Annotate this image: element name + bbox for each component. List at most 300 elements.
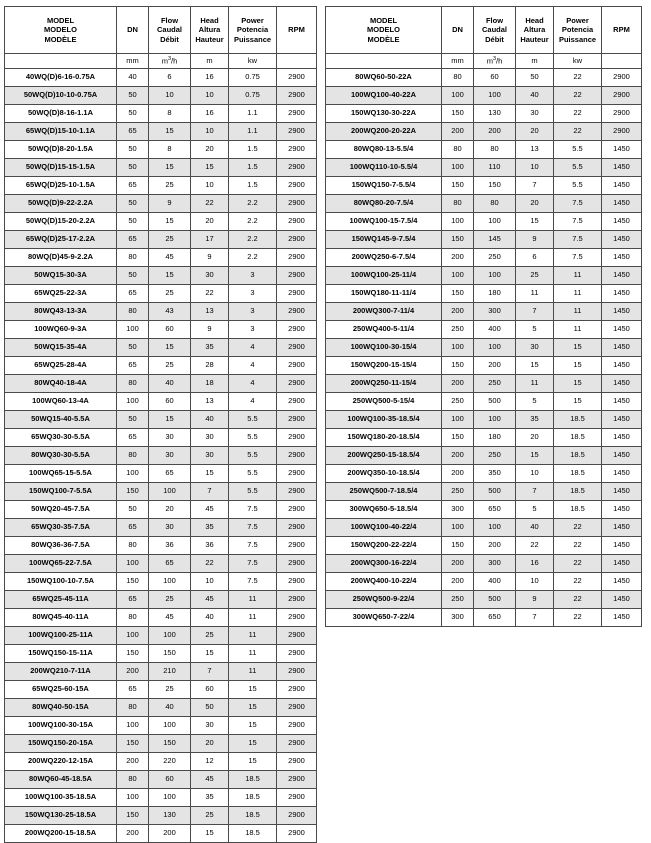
- header-cell-model: [326, 7, 442, 54]
- cell-head: 9: [191, 321, 229, 339]
- cell-head: 10: [191, 177, 229, 195]
- cell-dn: 65: [117, 591, 149, 609]
- cell-head: 18: [191, 375, 229, 393]
- table-row: [326, 231, 642, 249]
- cell-dn: 250: [442, 393, 474, 411]
- cell-rpm: 1450: [602, 303, 642, 321]
- cell-flow: 200: [474, 123, 516, 141]
- cell-rpm: 2900: [277, 447, 317, 465]
- header-model-line-1: MODEL: [46, 15, 75, 25]
- cell-head: 15: [191, 645, 229, 663]
- cell-model: 80WQ(D)45-9-2.2A: [5, 249, 117, 267]
- cell-dn: 150: [442, 177, 474, 195]
- cell-dn: 150: [442, 429, 474, 447]
- cell-model: 80WQ40-50-15A: [5, 699, 117, 717]
- table-row: [326, 321, 642, 339]
- cell-power: 5.5: [554, 141, 602, 159]
- cell-head: 50: [191, 699, 229, 717]
- cell-rpm: 1450: [602, 429, 642, 447]
- cell-dn: 100: [442, 411, 474, 429]
- cell-model: 50WQ(D)15-15-1.5A: [5, 159, 117, 177]
- cell-power: 7.5: [229, 501, 277, 519]
- header-power-line-2: Potencia: [236, 25, 269, 35]
- header-cell-power: [229, 7, 277, 54]
- table-header-right: [326, 7, 642, 69]
- cell-power: 1.1: [229, 123, 277, 141]
- cell-head: 15: [516, 357, 554, 375]
- cell-model: 150WQ100-7-5.5A: [5, 483, 117, 501]
- table-row: [326, 267, 642, 285]
- cell-model: 200WQ250-15-18.5/4: [326, 447, 442, 465]
- cell-dn: 150: [117, 573, 149, 591]
- table-row: [5, 429, 317, 447]
- cell-head: 11: [516, 375, 554, 393]
- cell-dn: 250: [442, 591, 474, 609]
- cell-rpm: 2900: [277, 771, 317, 789]
- cell-rpm: 1450: [602, 357, 642, 375]
- cell-power: 2.2: [229, 249, 277, 267]
- cell-model: 65WQ25-45-11A: [5, 591, 117, 609]
- cell-power: 7.5: [554, 195, 602, 213]
- cell-model: 100WQ100-40-22/4: [326, 519, 442, 537]
- cell-head: 12: [191, 753, 229, 771]
- cell-model: 100WQ100-15-7.5/4: [326, 213, 442, 231]
- cell-rpm: 1450: [602, 573, 642, 591]
- cell-head: 11: [516, 285, 554, 303]
- header-dn-label: DN: [127, 25, 138, 35]
- cell-model: 300WQ650-7-22/4: [326, 609, 442, 627]
- cell-power: 22: [554, 87, 602, 105]
- table-row: [5, 123, 317, 141]
- cell-flow: 25: [149, 591, 191, 609]
- cell-rpm: 2900: [602, 87, 642, 105]
- cell-power: 11: [229, 627, 277, 645]
- cell-power: 15: [229, 699, 277, 717]
- cell-power: 15: [554, 339, 602, 357]
- cell-power: 18.5: [554, 483, 602, 501]
- cell-dn: 100: [117, 465, 149, 483]
- unit-cell-power: kw: [554, 54, 602, 69]
- header-cell-dn: [442, 7, 474, 54]
- cell-head: 30: [191, 717, 229, 735]
- cell-power: 5.5: [229, 429, 277, 447]
- table-row: [326, 465, 642, 483]
- cell-rpm: 2900: [277, 609, 317, 627]
- cell-dn: 100: [117, 393, 149, 411]
- cell-rpm: 1450: [602, 321, 642, 339]
- cell-rpm: 1450: [602, 465, 642, 483]
- right-table-wrapper: [325, 6, 642, 627]
- cell-rpm: 1450: [602, 339, 642, 357]
- cell-flow: 250: [474, 447, 516, 465]
- table-row: [5, 447, 317, 465]
- table-row: [326, 375, 642, 393]
- table-row: [5, 411, 317, 429]
- cell-power: 1.1: [229, 105, 277, 123]
- cell-power: 3: [229, 303, 277, 321]
- table-row: [5, 465, 317, 483]
- cell-flow: 210: [149, 663, 191, 681]
- cell-power: 4: [229, 339, 277, 357]
- cell-power: 4: [229, 375, 277, 393]
- cell-head: 60: [191, 681, 229, 699]
- cell-rpm: 2900: [277, 69, 317, 87]
- table-row: [5, 321, 317, 339]
- cell-dn: 200: [117, 753, 149, 771]
- cell-model: 250WQ400-5-11/4: [326, 321, 442, 339]
- cell-power: 22: [554, 573, 602, 591]
- cell-model: 200WQ350-10-18.5/4: [326, 465, 442, 483]
- cell-dn: 80: [117, 375, 149, 393]
- cell-model: 80WQ60-45-18.5A: [5, 771, 117, 789]
- cell-flow: 8: [149, 141, 191, 159]
- cell-rpm: 2900: [277, 375, 317, 393]
- cell-head: 50: [516, 69, 554, 87]
- header-row-units: [5, 54, 317, 69]
- table-row: [5, 177, 317, 195]
- table-row: [326, 483, 642, 501]
- header-flow-line-3: Débit: [485, 34, 504, 44]
- cell-flow: 500: [474, 483, 516, 501]
- cell-rpm: 2900: [277, 321, 317, 339]
- header-head-line-3: Hauteur: [520, 34, 549, 44]
- cell-flow: 200: [474, 357, 516, 375]
- cell-dn: 150: [442, 537, 474, 555]
- table-row: [326, 141, 642, 159]
- cell-model: 100WQ100-25-11A: [5, 627, 117, 645]
- cell-power: 5.5: [554, 177, 602, 195]
- table-row: [5, 627, 317, 645]
- cell-flow: 15: [149, 213, 191, 231]
- cell-head: 6: [516, 249, 554, 267]
- cell-power: 15: [554, 357, 602, 375]
- cell-model: 80WQ30-30-5.5A: [5, 447, 117, 465]
- cell-model: 150WQ200-15-15/4: [326, 357, 442, 375]
- cell-head: 5: [516, 321, 554, 339]
- table-row: [5, 393, 317, 411]
- cell-dn: 200: [442, 447, 474, 465]
- table-row: [5, 249, 317, 267]
- cell-head: 30: [516, 339, 554, 357]
- cell-rpm: 1450: [602, 609, 642, 627]
- cell-head: 10: [516, 159, 554, 177]
- cell-dn: 80: [442, 69, 474, 87]
- cell-head: 15: [191, 465, 229, 483]
- cell-rpm: 2900: [277, 717, 317, 735]
- cell-dn: 200: [442, 123, 474, 141]
- cell-rpm: 2900: [277, 105, 317, 123]
- cell-dn: 80: [117, 537, 149, 555]
- cell-flow: 350: [474, 465, 516, 483]
- cell-model: 80WQ45-40-11A: [5, 609, 117, 627]
- cell-power: 22: [554, 69, 602, 87]
- cell-dn: 50: [117, 267, 149, 285]
- cell-head: 20: [191, 213, 229, 231]
- cell-head: 10: [191, 87, 229, 105]
- unit-cell-flow: $m^3/h$: [149, 54, 191, 69]
- cell-flow: 110: [474, 159, 516, 177]
- cell-model: 50WQ(D)9-22-2.2A: [5, 195, 117, 213]
- cell-model: 150WQ150-7-5.5/4: [326, 177, 442, 195]
- cell-head: 35: [191, 519, 229, 537]
- cell-dn: 300: [442, 501, 474, 519]
- cell-model: 80WQ40-18-4A: [5, 375, 117, 393]
- unit-cell-rpm: [277, 54, 317, 69]
- cell-power: 22: [554, 537, 602, 555]
- table-row: [5, 69, 317, 87]
- cell-flow: 180: [474, 429, 516, 447]
- cell-power: 7.5: [229, 519, 277, 537]
- cell-flow: 100: [474, 213, 516, 231]
- cell-head: 45: [191, 591, 229, 609]
- cell-flow: 25: [149, 357, 191, 375]
- cell-power: 7.5: [554, 231, 602, 249]
- cell-power: 22: [554, 609, 602, 627]
- cell-flow: 45: [149, 249, 191, 267]
- cell-model: 250WQ500-7-18.5/4: [326, 483, 442, 501]
- cell-rpm: 2900: [602, 69, 642, 87]
- table-row: [5, 519, 317, 537]
- cell-head: 30: [191, 447, 229, 465]
- cell-head: 10: [516, 573, 554, 591]
- cell-model: 65WQ(D)15-10-1.1A: [5, 123, 117, 141]
- cell-power: 5.5: [229, 465, 277, 483]
- pump-spec-table-right: [325, 6, 642, 627]
- table-row: [326, 213, 642, 231]
- cell-power: 1.5: [229, 177, 277, 195]
- cell-rpm: 2900: [277, 123, 317, 141]
- cell-dn: 80: [442, 141, 474, 159]
- cell-head: 20: [516, 195, 554, 213]
- header-model-line-1: MODEL: [369, 15, 398, 25]
- cell-power: 15: [229, 717, 277, 735]
- cell-head: 40: [191, 411, 229, 429]
- cell-rpm: 2900: [277, 753, 317, 771]
- cell-model: 50WQ15-30-3A: [5, 267, 117, 285]
- cell-head: 30: [191, 429, 229, 447]
- cell-dn: 150: [117, 645, 149, 663]
- table-row: [5, 663, 317, 681]
- cell-rpm: 2900: [277, 159, 317, 177]
- header-row-units: [326, 54, 642, 69]
- header-cell-power: [554, 7, 602, 54]
- table-row: [5, 807, 317, 825]
- cell-head: 35: [191, 339, 229, 357]
- table-row: [5, 753, 317, 771]
- cell-rpm: 2900: [277, 555, 317, 573]
- cell-rpm: 2900: [277, 231, 317, 249]
- cell-model: 150WQ200-22-22/4: [326, 537, 442, 555]
- pump-spec-table-left: [4, 6, 317, 843]
- table-row: [326, 429, 642, 447]
- cell-model: 200WQ300-7-11/4: [326, 303, 442, 321]
- table-row: [5, 141, 317, 159]
- cell-rpm: 1450: [602, 375, 642, 393]
- cell-power: 4: [229, 357, 277, 375]
- cell-flow: 100: [149, 627, 191, 645]
- cell-flow: 500: [474, 591, 516, 609]
- cell-dn: 200: [442, 465, 474, 483]
- cell-flow: 30: [149, 429, 191, 447]
- cell-power: 7.5: [554, 213, 602, 231]
- unit-cell-model: [326, 54, 442, 69]
- cell-model: 200WQ200-20-22A: [326, 123, 442, 141]
- cell-flow: 250: [474, 375, 516, 393]
- cell-head: 40: [516, 87, 554, 105]
- table-row: [326, 519, 642, 537]
- cell-flow: 130: [149, 807, 191, 825]
- table-row: [5, 483, 317, 501]
- cell-dn: 100: [442, 87, 474, 105]
- cell-power: 5.5: [229, 447, 277, 465]
- cell-head: 28: [191, 357, 229, 375]
- cell-head: 25: [191, 807, 229, 825]
- cell-rpm: 1450: [602, 267, 642, 285]
- table-row: [5, 771, 317, 789]
- cell-head: 13: [191, 303, 229, 321]
- cell-model: 200WQ250-6-7.5/4: [326, 249, 442, 267]
- header-rpm-label: RPM: [288, 25, 305, 35]
- cell-power: 5.5: [229, 411, 277, 429]
- unit-cell-model: [5, 54, 117, 69]
- cell-flow: 180: [474, 285, 516, 303]
- cell-rpm: 2900: [277, 213, 317, 231]
- cell-rpm: 1450: [602, 231, 642, 249]
- cell-model: 200WQ250-11-15/4: [326, 375, 442, 393]
- table-row: [326, 555, 642, 573]
- cell-flow: 40: [149, 375, 191, 393]
- table-row: [326, 303, 642, 321]
- cell-flow: 130: [474, 105, 516, 123]
- cell-head: 22: [191, 285, 229, 303]
- table-row: [326, 591, 642, 609]
- header-cell-head: [191, 7, 229, 54]
- cell-rpm: 1450: [602, 411, 642, 429]
- cell-flow: 400: [474, 321, 516, 339]
- cell-head: 9: [191, 249, 229, 267]
- cell-rpm: 1450: [602, 195, 642, 213]
- cell-flow: 9: [149, 195, 191, 213]
- header-model-line-3: MODÈLE: [367, 34, 400, 44]
- cell-head: 7: [516, 483, 554, 501]
- table-row: [5, 375, 317, 393]
- cell-power: 11: [554, 303, 602, 321]
- table-row: [326, 105, 642, 123]
- cell-dn: 100: [117, 627, 149, 645]
- header-cell-rpm: [277, 7, 317, 54]
- table-row: [326, 447, 642, 465]
- unit-cell-rpm: [602, 54, 642, 69]
- cell-rpm: 2900: [277, 573, 317, 591]
- cell-model: 150WQ130-30-22A: [326, 105, 442, 123]
- cell-flow: 60: [149, 321, 191, 339]
- cell-rpm: 2900: [277, 519, 317, 537]
- table-row: [326, 195, 642, 213]
- cell-dn: 65: [117, 519, 149, 537]
- cell-power: 11: [554, 267, 602, 285]
- cell-flow: 36: [149, 537, 191, 555]
- cell-dn: 150: [442, 285, 474, 303]
- cell-model: 200WQ300-16-22/4: [326, 555, 442, 573]
- header-cell-model: [5, 7, 117, 54]
- cell-flow: 150: [149, 735, 191, 753]
- cell-rpm: 1450: [602, 177, 642, 195]
- cell-rpm: 2900: [277, 357, 317, 375]
- cell-head: 36: [191, 537, 229, 555]
- cell-head: 16: [516, 555, 554, 573]
- cell-model: 65WQ30-35-7.5A: [5, 519, 117, 537]
- cell-head: 10: [191, 573, 229, 591]
- cell-head: 35: [516, 411, 554, 429]
- cell-rpm: 1450: [602, 501, 642, 519]
- cell-flow: 250: [474, 249, 516, 267]
- cell-head: 7: [191, 663, 229, 681]
- table-row: [5, 591, 317, 609]
- cell-flow: 200: [149, 825, 191, 843]
- header-model-line-2: MODELO: [367, 25, 400, 35]
- cell-flow: 30: [149, 519, 191, 537]
- cell-dn: 100: [442, 519, 474, 537]
- cell-power: 5.5: [229, 483, 277, 501]
- table-row: [5, 717, 317, 735]
- table-row: [5, 105, 317, 123]
- table-row: [5, 303, 317, 321]
- cell-power: 15: [554, 393, 602, 411]
- cell-flow: 100: [474, 339, 516, 357]
- table-row: [5, 285, 317, 303]
- cell-model: 50WQ20-45-7.5A: [5, 501, 117, 519]
- cell-dn: 300: [442, 609, 474, 627]
- cell-head: 25: [191, 627, 229, 645]
- cell-power: 22: [554, 591, 602, 609]
- cell-rpm: 2900: [277, 789, 317, 807]
- cell-dn: 100: [442, 267, 474, 285]
- cell-flow: 65: [149, 465, 191, 483]
- cell-model: 65WQ(D)25-17-2.2A: [5, 231, 117, 249]
- cell-dn: 200: [117, 663, 149, 681]
- cell-model: 80WQ60-50-22A: [326, 69, 442, 87]
- cell-flow: 150: [149, 645, 191, 663]
- cell-power: 18.5: [554, 465, 602, 483]
- cell-flow: 25: [149, 285, 191, 303]
- cell-power: 22: [554, 555, 602, 573]
- cell-head: 16: [191, 105, 229, 123]
- header-head-line-1: Head: [200, 15, 219, 25]
- cell-rpm: 2900: [277, 681, 317, 699]
- cell-rpm: 2900: [277, 285, 317, 303]
- cell-model: 200WQ220-12-15A: [5, 753, 117, 771]
- cell-head: 15: [516, 213, 554, 231]
- cell-dn: 40: [117, 69, 149, 87]
- table-row: [326, 339, 642, 357]
- header-flow-line-1: Flow: [485, 15, 504, 25]
- cell-model: 80WQ43-13-3A: [5, 303, 117, 321]
- cell-power: 11: [554, 321, 602, 339]
- cell-dn: 200: [442, 249, 474, 267]
- cell-rpm: 1450: [602, 591, 642, 609]
- cell-dn: 250: [442, 483, 474, 501]
- cell-rpm: 1450: [602, 249, 642, 267]
- cell-rpm: 2900: [277, 465, 317, 483]
- cell-model: 150WQ150-15-11A: [5, 645, 117, 663]
- cell-flow: 80: [474, 141, 516, 159]
- cell-head: 20: [191, 735, 229, 753]
- cell-dn: 80: [117, 609, 149, 627]
- header-cell-flow: [474, 7, 516, 54]
- cell-dn: 65: [117, 429, 149, 447]
- cell-power: 15: [229, 753, 277, 771]
- left-table-wrapper: [4, 6, 317, 843]
